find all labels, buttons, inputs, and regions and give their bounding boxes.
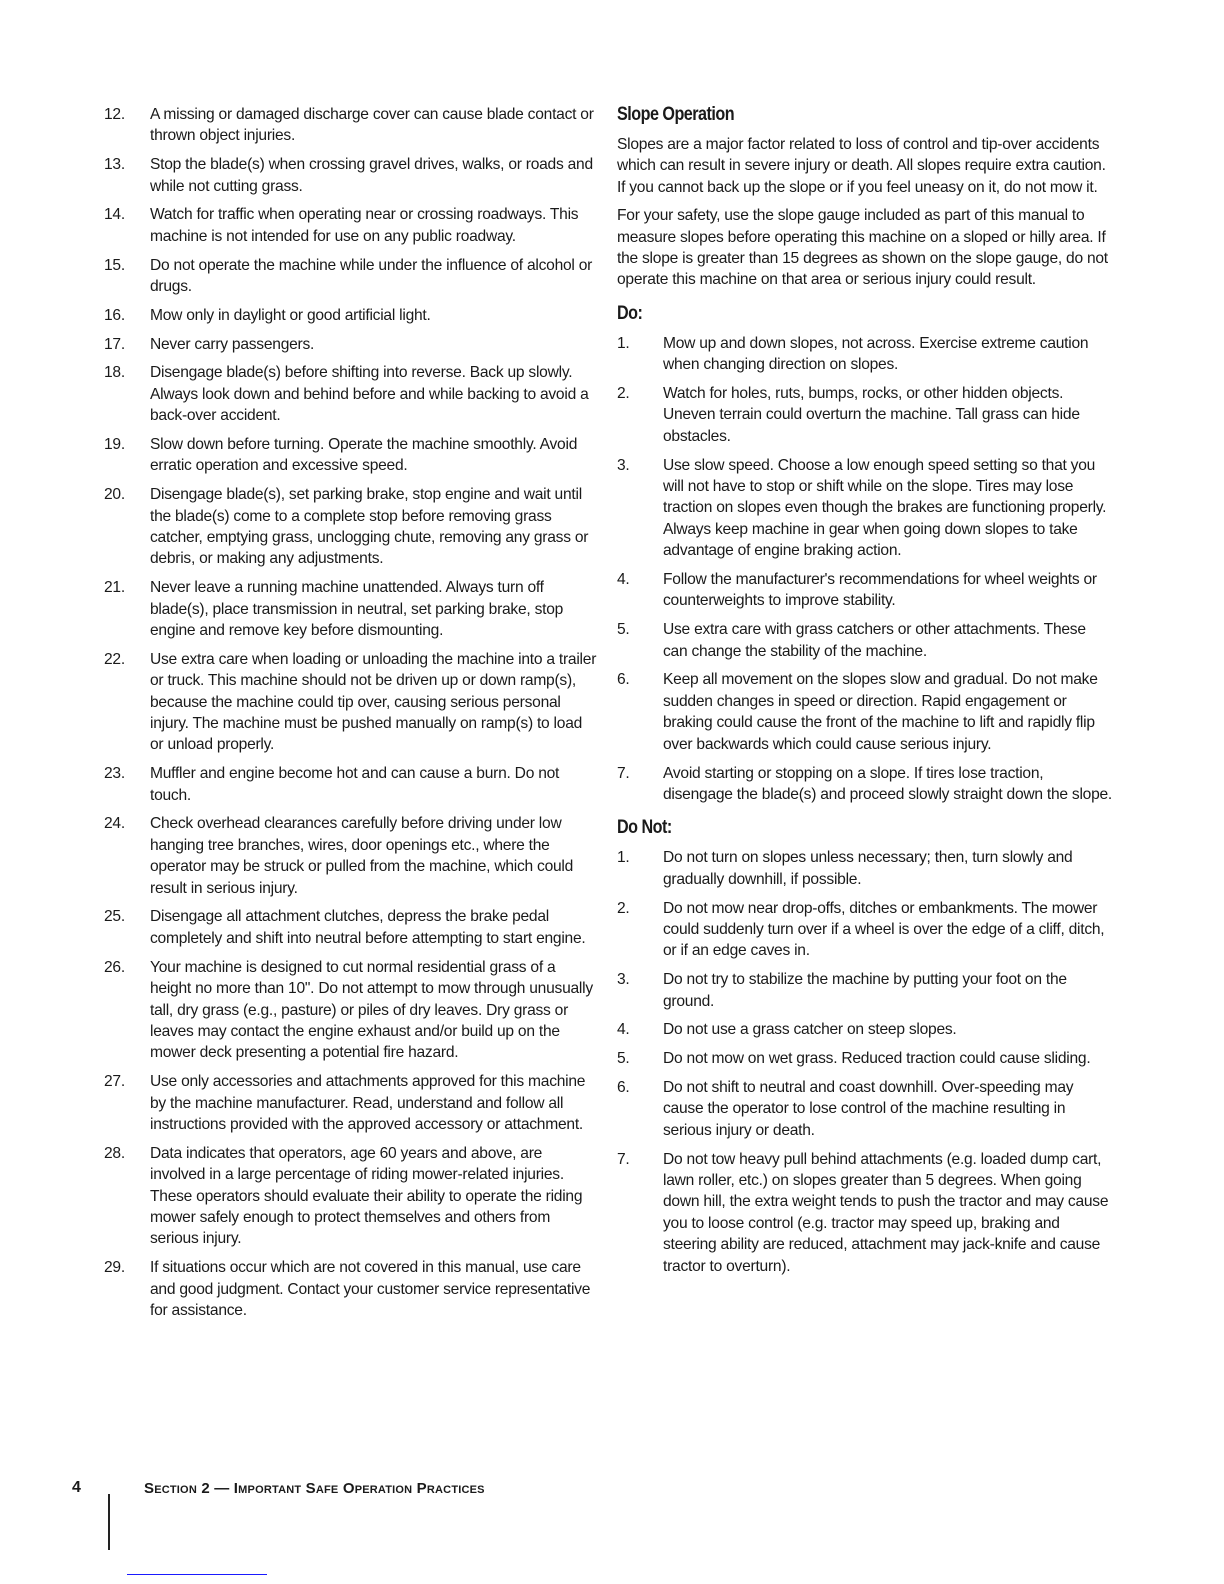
list-item — [104, 906, 599, 949]
list-item — [104, 1257, 599, 1321]
right-column-slope-operation — [617, 104, 1112, 1284]
slope-gauge-paragraph: For your safety, use the slope gauge included as part of this manual to measure slopes before operating this machine on a sloped or hilly area. If the slope is greater than 15 degrees as shown on the slope gauge, do not operate this machine on that area or serious injury could result. — [617, 207, 1108, 289]
item-text: Do not try to stabilize the machine by putting your foot on the ground. — [663, 971, 1067, 1010]
item-number: 4. — [617, 1021, 630, 1039]
item-number: 1. — [617, 849, 630, 867]
item-number: 15. — [104, 256, 125, 274]
list-item — [617, 383, 1112, 447]
list-item — [104, 154, 599, 197]
slope-operation-heading: Slope Operation — [617, 104, 735, 125]
item-number: 18. — [104, 364, 125, 382]
list-item — [104, 484, 599, 570]
item-number: 22. — [104, 650, 125, 668]
item-number: 3. — [617, 456, 630, 474]
item-number: 19. — [104, 436, 125, 454]
item-number: 6. — [617, 671, 630, 689]
do-not-heading: Do Not: — [617, 817, 672, 839]
list-item — [617, 898, 1112, 962]
item-text: Follow the manufacturer's recommendations for wheel weights or counterweights to improve stability. — [663, 571, 1097, 610]
item-text: A missing or damaged discharge cover can cause blade contact or thrown object injuries. — [150, 106, 594, 145]
list-item — [104, 763, 599, 806]
item-number: 2. — [617, 385, 630, 403]
do-heading: Do: — [617, 302, 643, 324]
item-text: Use extra care when loading or unloading the machine into a trailer or truck. This machine should not be driven up or down ramp(s), because the machine could tip over, causing serious personal injury. The machine must be pushed manually on ramp(s) to load or unload properly. — [150, 650, 597, 754]
item-text: Your machine is designed to cut normal residential grass of a height no more than 10". Do not attempt to mow through unusually tall, dry grass (e.g., pasture) or piles of dry leaves. Dry grass or leaves may contact the engine exhaust and/or build up on the mower deck presenting a potential fire hazard. — [150, 958, 593, 1062]
list-item — [104, 1071, 599, 1135]
item-number: 16. — [104, 306, 125, 324]
item-number: 13. — [104, 156, 125, 174]
item-text: Disengage blade(s) before shifting into reverse. Back up slowly. Always look down and behind before and while backing to avoid a back-over accident. — [150, 364, 589, 425]
list-item — [104, 362, 599, 426]
list-item — [617, 763, 1112, 806]
item-number: 1. — [617, 334, 630, 352]
section-title: Section 2 — Important Safe Operation Practices — [144, 1480, 485, 1497]
item-text: Do not operate the machine while under the influence of alcohol or drugs. — [150, 256, 593, 296]
item-number: 29. — [104, 1259, 125, 1277]
item-text: Watch for traffic when operating near or crossing roadways. This machine is not intended for use on any public roadway. — [150, 206, 579, 245]
list-item — [617, 1149, 1112, 1277]
item-number: 28. — [104, 1144, 125, 1162]
item-text: Use extra care with grass catchers or other attachments. These can change the stability of the machine. — [663, 621, 1086, 660]
list-item — [617, 847, 1112, 890]
item-number: 5. — [617, 621, 630, 639]
list-item — [104, 204, 599, 247]
list-item — [104, 255, 599, 298]
list-item — [104, 305, 599, 326]
list-item — [617, 619, 1112, 662]
item-text: Do not mow on wet grass. Reduced traction could cause sliding. — [663, 1050, 1091, 1068]
item-text: Do not tow heavy pull behind attachments (e.g. loaded dump cart, lawn roller, etc.) on slopes greater than 5 degrees. When going down hill, the extra weight tends to push the tractor and may cause you to loose control (e.g. tractor may speed up, braking and steering ability are reduced, attachment may jack-knife and cause tractor to overturn). — [663, 1150, 1109, 1275]
item-text: Data indicates that operators, age 60 years and above, are involved in a large percentage of riding mower-related injuries. These operators should evaluate their ability to operate the riding mower safely enough to protect themselves and others from serious injury. — [150, 1144, 583, 1248]
item-number: 27. — [104, 1073, 125, 1091]
list-item — [104, 1143, 599, 1250]
item-text: Keep all movement on the slopes slow and gradual. Do not make sudden changes in speed or direction. Rapid engagement or braking could cause the front of the machine to lift and rapidly flip over backwards which could cause serious injury. — [663, 671, 1098, 753]
item-text: Disengage all attachment clutches, depress the brake pedal completely and shift into neutral before attempting to start engine. — [150, 908, 586, 947]
item-text: Use slow speed. Choose a low enough speed setting so that you will not have to stop or shift while on the slope. Tires may lose traction on slopes even though the brakes are functioning properly. Always keep machine in gear when going down slopes to take advantage of engine braking action. — [663, 456, 1107, 560]
item-number: 5. — [617, 1050, 630, 1068]
list-item — [617, 1019, 1112, 1040]
item-number: 26. — [104, 958, 125, 976]
item-number: 24. — [104, 815, 125, 833]
item-text: Mow only in daylight or good artificial light. — [150, 306, 431, 324]
link-underline[interactable] — [127, 1574, 267, 1575]
item-number: 2. — [617, 899, 630, 917]
list-item — [617, 455, 1112, 562]
item-text: Avoid starting or stopping on a slope. If tires lose traction, disengage the blade(s) and proceed slowly straight down the slope. — [663, 764, 1113, 803]
item-number: 23. — [104, 765, 125, 783]
list-item — [617, 1048, 1112, 1069]
list-item — [617, 669, 1112, 755]
list-item — [104, 104, 599, 147]
item-number: 6. — [617, 1078, 630, 1096]
page-number: 4 — [72, 1479, 81, 1496]
item-text: Muffler and engine become hot and can cause a burn. Do not touch. — [150, 765, 560, 804]
item-text: Check overhead clearances carefully before driving under low hanging tree branches, wires, door openings etc., where the operator may be struck or pulled from the machine, which could result in serious injury. — [150, 815, 574, 897]
item-text: Slow down before turning. Operate the machine smoothly. Avoid erratic operation and excessive speed. — [150, 436, 578, 475]
item-text: Use only accessories and attachments approved for this machine by the machine manufacturer. Read, understand and follow all instructions provided with the approved accessory or attachment. — [150, 1073, 586, 1133]
item-text: Watch for holes, ruts, bumps, rocks, or other hidden objects. Uneven terrain could overturn the machine. Tall grass can hide obstacles. — [663, 385, 1080, 445]
item-number: 21. — [104, 579, 125, 597]
item-number: 4. — [617, 571, 630, 589]
item-number: 20. — [104, 486, 125, 504]
list-item — [104, 649, 599, 756]
item-number: 14. — [104, 206, 125, 224]
item-text: Do not shift to neutral and coast downhill. Over-speeding may cause the operator to lose control of the machine resulting in serious injury or death. — [663, 1078, 1074, 1139]
list-item — [104, 334, 599, 355]
item-number: 3. — [617, 971, 630, 989]
do-list — [617, 333, 1112, 805]
list-item — [104, 813, 599, 899]
item-text: Stop the blade(s) when crossing gravel drives, walks, or roads and while not cutting grass. — [150, 156, 593, 195]
left-column-safety-list — [104, 104, 599, 1329]
list-item — [104, 577, 599, 641]
item-number: 12. — [104, 106, 125, 123]
list-item — [617, 333, 1112, 376]
item-text: Disengage blade(s), set parking brake, stop engine and wait until the blade(s) come to a complete stop before removing grass catcher, emptying grass, unclogging chute, removing any grass or debris, or making any adjustments. — [150, 486, 589, 568]
do-not-list — [617, 847, 1112, 1277]
item-text: Never carry passengers. — [150, 335, 315, 353]
list-item — [617, 969, 1112, 1012]
list-item — [104, 434, 599, 477]
item-number: 7. — [617, 764, 630, 782]
item-number: 17. — [104, 335, 125, 353]
item-text: Do not use a grass catcher on steep slopes. — [663, 1021, 957, 1039]
item-text: Do not mow near drop-offs, ditches or embankments. The mower could suddenly turn over if a wheel is over the edge of a cliff, ditch, or if an edge caves in. — [663, 899, 1105, 960]
list-item — [617, 1077, 1112, 1141]
item-number: 7. — [617, 1150, 630, 1168]
item-text: Never leave a running machine unattended. Always turn off blade(s), place transmission in neutral, set parking brake, stop engine and remove key before dismounting. — [150, 579, 564, 640]
item-text: If situations occur which are not covered in this manual, use care and good judgment. Contact your customer service representative for assistance. — [150, 1259, 591, 1319]
item-number: 25. — [104, 908, 125, 926]
item-text: Do not turn on slopes unless necessary; then, turn slowly and gradually downhill, if possible. — [663, 849, 1073, 888]
footer-divider — [108, 1494, 110, 1550]
list-item — [104, 957, 599, 1064]
item-text: Mow up and down slopes, not across. Exercise extreme caution when changing direction on slopes. — [663, 334, 1089, 374]
list-item — [617, 569, 1112, 612]
slope-intro-paragraph: Slopes are a major factor related to loss of control and tip-over accidents which can result in severe injury or death. All slopes require extra caution. If you cannot back up the slope or if you feel uneasy on it, do not mow it. — [617, 136, 1106, 196]
